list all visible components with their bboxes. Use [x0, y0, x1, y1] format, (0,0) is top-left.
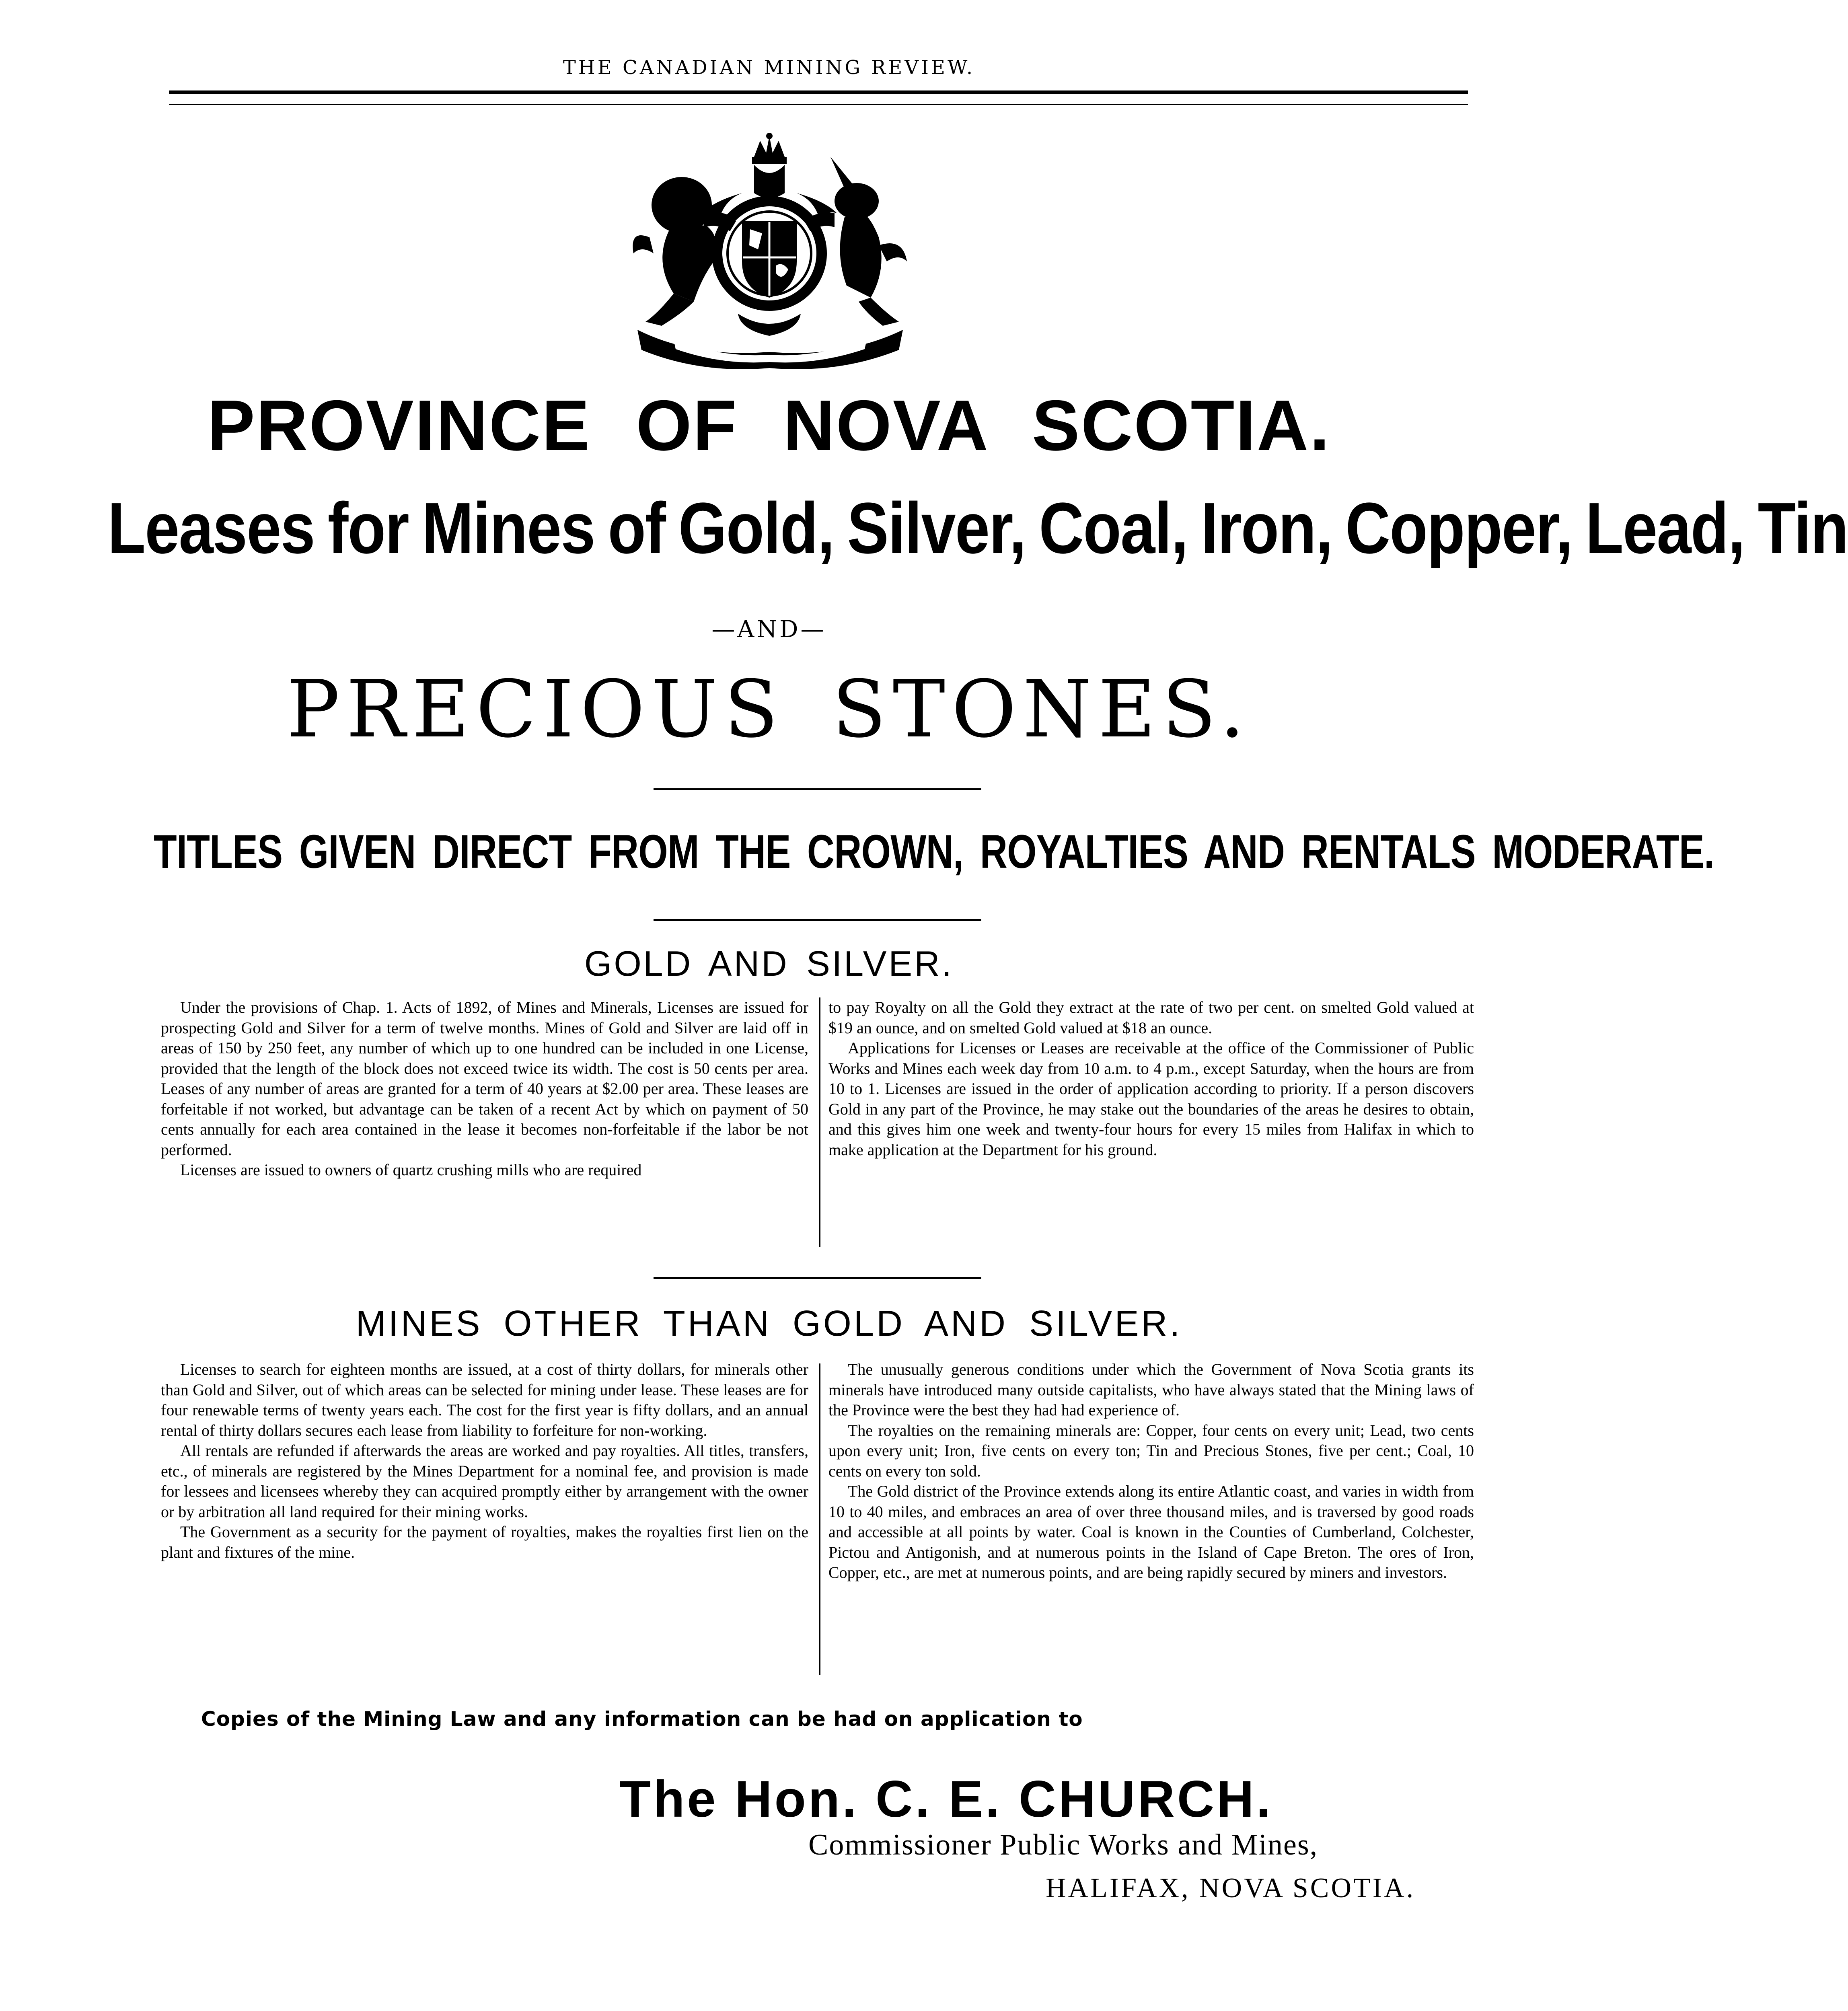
title-crown-titles: TITLES GIVEN DIRECT FROM THE CROWN, ROYALTIES AND RENTALS MODERATE.: [154, 825, 1714, 878]
paragraph: The unusually generous conditions under which the Government of Nova Scotia grants its minerals have introduced many outside capitalists, who have always stated that the Mining laws of the Province were the best they had had experience of.: [828, 1360, 1474, 1419]
other-mines-left-column: [161, 1359, 808, 1563]
signature-place: HALIFAX, NOVA SCOTIA.: [1046, 1873, 1416, 1904]
section-heading-other-mines: MINES OTHER THAN GOLD AND SILVER.: [356, 1304, 1182, 1344]
title-province: PROVINCE OF NOVA SCOTIA.: [207, 385, 1331, 465]
paragraph: to pay Royalty on all the Gold they extract at the rate of two per cent. on smelted Gold valued at $19 an ounce, and on smelted Gold valued at $18 an ounce.: [828, 998, 1474, 1037]
section-heading-gold-silver: GOLD AND SILVER.: [584, 944, 954, 983]
title-and: —AND—: [711, 615, 826, 643]
divider-rule: [654, 1277, 981, 1279]
title-leases: Leases for Mines of Gold, Silver, Coal, Iron, Copper, Lead, Tin: [107, 488, 1848, 569]
signature-name: The Hon. C. E. CHURCH.: [619, 1770, 1273, 1828]
gold-silver-right-column: [828, 997, 1474, 1160]
divider-rule: [654, 788, 981, 790]
header-rule-thick: [169, 90, 1468, 94]
paragraph: Licenses to search for eighteen months are issued, at a cost of thirty dollars, for minerals other than Gold and Silver, out of which areas can be selected for mining under lease. These leases are for four renewable terms of twenty years each. The cost for the first year is fifty dollars, and an annual rental of thirty dollars secures each lease from liability to forfeiture for non-working.: [161, 1360, 808, 1439]
paragraph: The Government as a security for the payment of royalties, makes the royalties first lien on the plant and fixtures of the mine.: [161, 1523, 808, 1561]
copies-notice: Copies of the Mining Law and any information can be had on application to: [201, 1707, 1083, 1731]
title-precious-stones: PRECIOUS STONES.: [286, 664, 1252, 755]
column-divider: [819, 997, 820, 1247]
column-divider: [819, 1363, 820, 1675]
divider-rule: [654, 919, 981, 921]
other-mines-right-column: [828, 1359, 1474, 1583]
gold-silver-left-column: [161, 997, 808, 1180]
paragraph: The royalties on the remaining minerals are: Copper, four cents on every unit; Lead, two cents upon every unit; Iron, five cents on every ton; Tin and Precious Stones, five per cent.; Coal, 10 cents on every ton sold.: [828, 1421, 1474, 1480]
paragraph: Under the provisions of Chap. 1. Acts of 1892, of Mines and Minerals, Licenses are issued for prospecting Gold and Silver for a term of twelve months. Mines of Gold and Silver are laid off in areas of 150 by 250 feet, any number of which up to one hundred can be included in one License, provided that the length of the block does not exceed twice its width. The cost is 50 cents per area. Leases of any number of areas are granted for a term of 40 years at $2.00 per area. These leases are forfeitable if not worked, but advantage can be taken of a recent Act by which on payment of 50 cents annually for each area contained in the lease it becomes non-forfeitable if the labor be not performed.: [161, 998, 808, 1159]
signature-title: Commissioner Public Works and Mines,: [808, 1828, 1318, 1861]
header-rule-thin: [169, 104, 1468, 105]
paragraph: Applications for Licenses or Leases are receivable at the office of the Commissioner of Public Works and Mines each week day from 10 a.m. to 4 p.m., except Saturday, when the hours are from 10 to 1. Licenses are issued in the order of application according to priority. If a person discovers Gold in any part of the Province, he may stake out the boundaries of the areas he desires to obtain, and this gives him one week and twenty-four hours for every 15 miles from Halifax in which to make application at the Department for his ground.: [828, 1039, 1474, 1159]
royal-coat-of-arms-icon: [621, 133, 917, 374]
paragraph: Licenses are issued to owners of quartz crushing mills who are required: [180, 1161, 642, 1179]
running-head: THE CANADIAN MINING REVIEW.: [563, 56, 975, 79]
paragraph: The Gold district of the Province extends along its entire Atlantic coast, and varies in width from 10 to 40 miles, and embraces an area of over three thousand miles, and is traversed by good roads and accessible at all points by water. Coal is known in the Counties of Cumberland, Colchester, Pictou and Antigonish, and at numerous points in the Island of Cape Breton. The ores of Iron, Copper, etc., are met at numerous points, and are being rapidly secured by miners and investors.: [828, 1482, 1474, 1581]
paragraph: All rentals are refunded if afterwards the areas are worked and pay royalties. All titles, transfers, etc., of minerals are registered by the Mines Department for a nominal fee, and provision is made for lessees and licensees whereby they can acquired promptly either by arrangement with the owner or by arbitration all land required for their mining works.: [161, 1441, 808, 1521]
